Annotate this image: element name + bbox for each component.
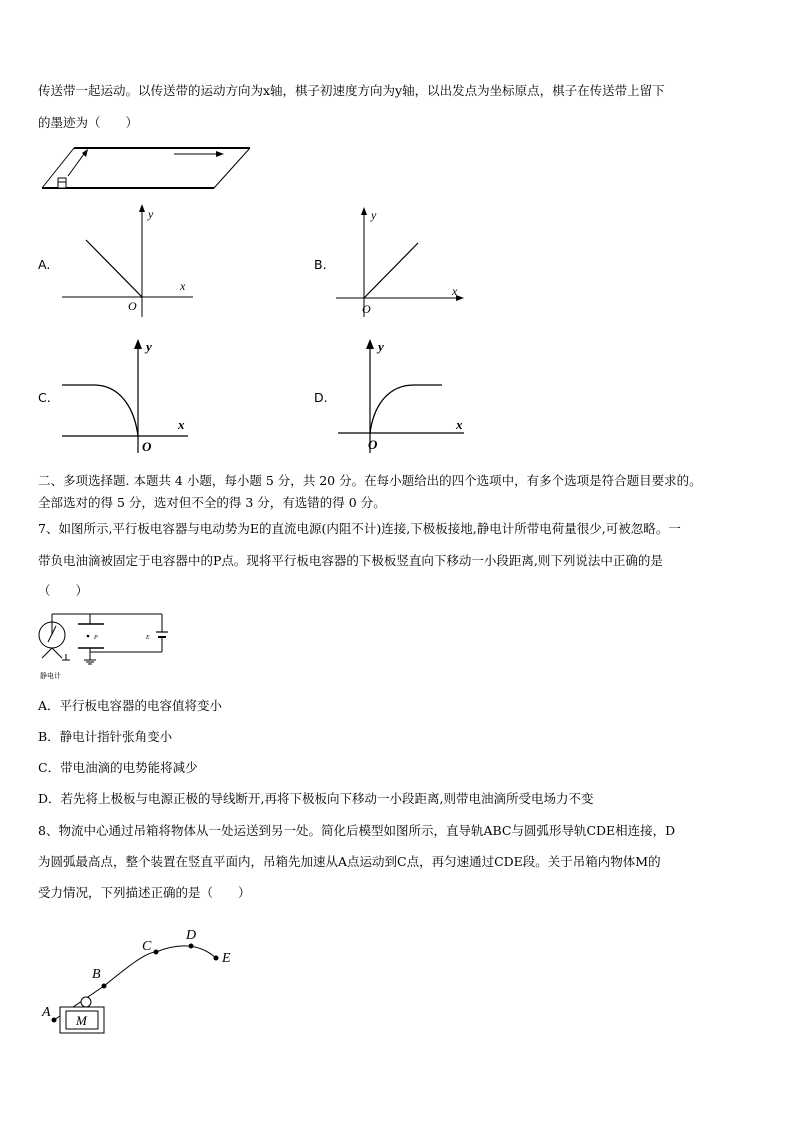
y-axis-label: y [148,207,154,221]
trace-line [364,243,418,298]
chess-piece [58,178,66,188]
point-a-label: A [42,1005,51,1020]
track-figure [36,922,246,1038]
q6-option-d-label: D. [314,390,328,405]
point-c-dot [154,950,159,955]
arc-track [104,946,216,986]
origin-label: O [142,439,152,454]
electrometer-caption: 静电计 [40,672,61,680]
q7-option-a: A．平行板电容器的电容值将变小 [38,698,223,713]
point-d-label: D [186,928,197,943]
point-c-label: C [142,939,152,954]
x-axis-label: x [452,284,458,298]
point-b-dot [102,984,107,989]
q7-option-b: B．静电计指针张角变小 [38,729,173,744]
point-b-label: B [92,967,101,982]
q6-line-2: 的墨迹为（ ） [38,115,139,130]
x-axis-label: x [456,417,463,432]
point-e-dot [214,956,219,961]
q6-line-1: 传送带一起运动。以传送带的运动方向为x轴，棋子初速度方向为y轴，以出发点为坐标原点，棋子在传送带上留下 [38,83,665,98]
q6-option-a-label: A. [38,257,51,272]
pulley-icon [81,997,91,1007]
x-axis-label: x [180,279,186,293]
q7-line-2: 带负电油滴被固定于电容器中的P点。现将平行板电容器的下极板竖直向下移动一小段距离,则下列说法中正确的是 [38,553,663,568]
y-axis-label: y [378,339,384,354]
point-d-dot [189,944,194,949]
q7-option-c: C．带电油滴的电势能将减少 [38,760,198,775]
y-axis-label: y [371,208,377,222]
section2-line-1: 二、多项选择题. 本题共 4 小题，每小题 5 分，共 20 分。在每小题给出的四个选项中，有多个选项是符合题目要求的。 [38,473,702,488]
emf-label: E [146,635,150,641]
origin-label: O [128,299,137,313]
origin-label: O [368,437,378,452]
q6-option-d-graph [334,335,474,457]
q6-option-b-graph [334,205,474,320]
q8-line-3: 受力情况，下列描述正确的是（ ） [38,885,251,900]
q6-option-c-label: C. [38,390,51,405]
trace-curve [370,385,442,433]
point-a-dot [52,1018,57,1023]
q7-option-d: D．若先将上极板与电源正极的导线断开,再将下极板向下移动一小段距离,则带电油滴所受电场力不变 [38,791,594,806]
q7-line-3: （ ） [38,583,89,598]
conveyor-figure [38,140,258,196]
trace-line [86,240,142,297]
q7-line-1: 7、如图所示,平行板电容器与电动势为E的直流电源(内阻不计)连接,下极板接地,静电计所带电荷量很少,可被忽略。一 [38,521,681,536]
origin-label: O [362,302,371,316]
x-axis-label: x [178,417,185,432]
q8-line-2: 为圆弧最高点，整个装置在竖直平面内，吊箱先加速从A点运动到C点，再匀速通过CDE段。关于吊箱内物体M的 [38,854,661,869]
oil-drop-point [87,635,90,638]
box-m-label: M [76,1013,87,1028]
y-axis-label: y [146,339,152,354]
point-p-label: P [94,635,98,641]
capacitor-circuit-figure [36,612,172,682]
point-e-label: E [222,951,231,966]
section2-line-2: 全部选对的得 5 分，选对但不全的得 3 分，有选错的得 0 分。 [38,495,386,510]
q6-option-c-graph [58,335,198,457]
q8-line-1: 8、物流中心通过吊箱将物体从一处运送到另一处。简化后模型如图所示，直导轨ABC与圆弧形导轨CDE相连接，D [38,823,676,838]
q6-option-b-label: B. [314,257,327,272]
trace-curve [62,385,138,436]
q6-option-a-graph [58,202,198,322]
